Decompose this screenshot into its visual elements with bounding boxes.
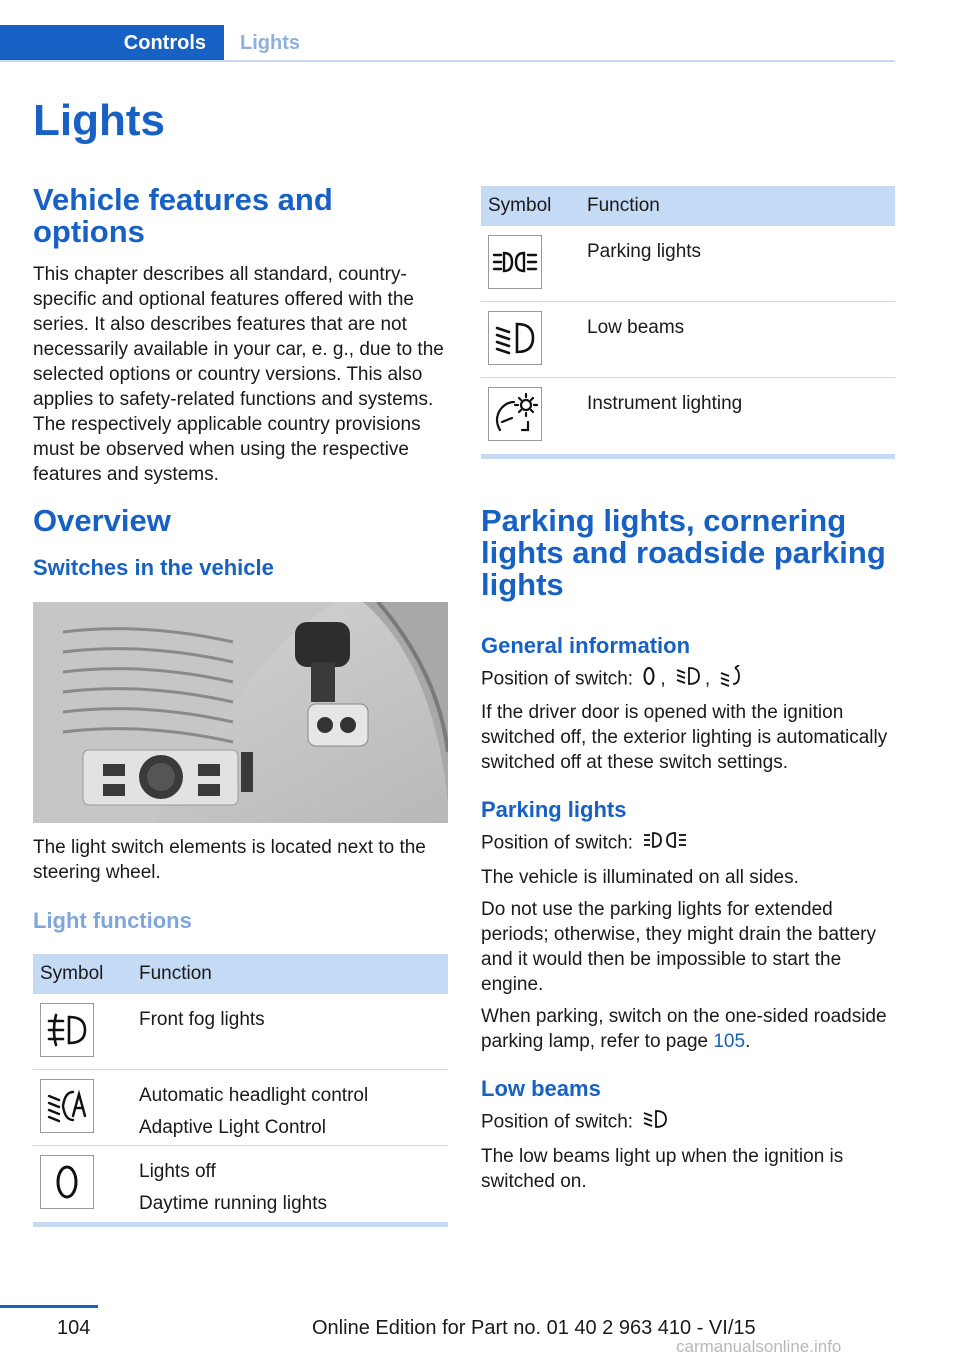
footer-rule — [0, 1305, 98, 1308]
features-heading: Vehicle features and options — [33, 182, 333, 249]
automatic-headlight-icon — [40, 1079, 94, 1133]
page-number: 104 — [57, 1317, 91, 1339]
table-bottom-rule — [481, 454, 895, 459]
low-beams-heading: Low beams — [481, 1076, 601, 1101]
watermark: carmanualsonline.info — [676, 1337, 842, 1356]
general-information-heading: General information — [481, 633, 691, 658]
parking-text-3: When parking, switch on the one-sided roadside parking lamp, refer to page 105. — [481, 1006, 887, 1052]
low-beams-inline-icon — [675, 665, 701, 694]
light-switch-photo — [33, 602, 448, 823]
row-label: Daytime running lights — [139, 1193, 327, 1214]
table-bottom-rule — [33, 1222, 448, 1227]
edition-text: Online Edition for Part no. 01 40 2 963 410 - VI/15 — [312, 1317, 756, 1339]
page-reference-link[interactable]: 105 — [713, 1031, 746, 1052]
parking-section — [481, 505, 895, 1194]
light-functions-heading: Light functions — [33, 908, 192, 933]
row-label: Adaptive Light Control — [139, 1117, 326, 1138]
parking-lights-inline-icon — [642, 829, 690, 858]
front-fog-lights-icon — [40, 1003, 94, 1057]
table-header — [481, 186, 895, 226]
symbols-table — [481, 186, 895, 459]
table-row — [33, 1146, 448, 1222]
table-row — [481, 226, 895, 302]
low-beams-text: The low beams light up when the ignition is switched on. — [481, 1146, 844, 1192]
parking-lights-heading: Parking lights — [481, 797, 627, 822]
features-section — [33, 184, 448, 487]
features-text: This chapter describes all standard, country-specific and optional features offered with the series. It also describes features that are not necessarily available in your car, e. g., due to the selected options or country versions. This also applies to safety-related functions and systems. The respectively applicable country provisions must be observed when using the respective features and systems. — [33, 264, 444, 485]
row-label: Low beams — [587, 317, 685, 338]
col-function-header: Function — [139, 963, 212, 984]
section-heading: Parking lights, cornering lights and roadside parking lights — [481, 503, 886, 602]
col-symbol-header: Symbol — [488, 195, 552, 216]
light-functions-table — [33, 954, 448, 1227]
roadside-parking-icon — [719, 665, 745, 694]
photo-caption: The light switch elements is located next to the steering wheel. — [33, 837, 426, 883]
general-position-line: Position of switch: , , — [481, 665, 895, 694]
row-label: Automatic headlight control — [139, 1085, 369, 1106]
table-row — [481, 302, 895, 378]
overview-section — [33, 505, 448, 581]
parking-position-line: Position of switch: — [481, 829, 895, 858]
header-divider — [0, 60, 895, 62]
row-label: Front fog lights — [139, 1009, 265, 1030]
parking-text-2: Do not use the parking lights for extended periods; otherwise, they might drain the battery and it would then be impossible to start the engine. — [481, 899, 876, 995]
table-row — [481, 378, 895, 454]
table-row — [33, 994, 448, 1070]
row-label: Lights off — [139, 1161, 216, 1182]
table-header — [33, 954, 448, 994]
chapter-title: Lights — [33, 96, 165, 145]
instrument-lighting-icon — [488, 387, 542, 441]
row-label: Instrument lighting — [587, 393, 743, 414]
parking-text-1: The vehicle is illuminated on all sides. — [481, 867, 799, 888]
col-symbol-header: Symbol — [40, 963, 104, 984]
tab-lights[interactable]: Lights — [240, 31, 300, 54]
low-beams-inline-icon — [642, 1108, 668, 1137]
low-beams-icon — [488, 311, 542, 365]
lights-off-icon — [40, 1155, 94, 1209]
general-text: If the driver door is opened with the ignition switched off, the exterior lighting is automatically switched off at these switch settings. — [481, 702, 888, 773]
low-position-line: Position of switch: — [481, 1108, 895, 1137]
table-row — [33, 1070, 448, 1146]
parking-position-icon — [642, 665, 656, 694]
tab-controls[interactable]: Controls — [0, 25, 224, 61]
parking-lights-icon — [488, 235, 542, 289]
col-function-header: Function — [587, 195, 660, 216]
row-label: Parking lights — [587, 241, 702, 262]
switches-heading: Switches in the vehicle — [33, 555, 274, 580]
overview-heading: Overview — [33, 503, 171, 538]
